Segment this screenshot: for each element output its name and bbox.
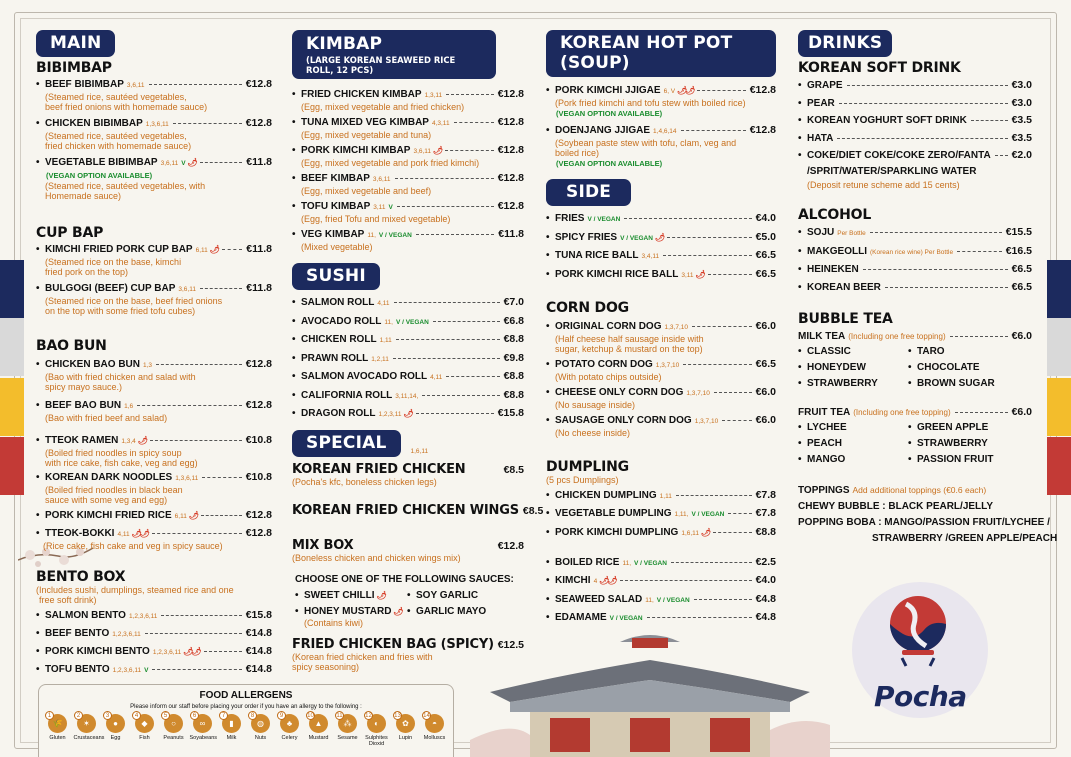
soybean-icon: ∞ 6 xyxy=(193,714,212,733)
allergen-sulphites: ◐ 12 Sulphites Dioxid xyxy=(365,713,388,747)
menu-item: • TTEOK-BOKKI 4,11 🌶🌶 €12.8 xyxy=(36,527,272,539)
vegan-note: (VEGAN OPTION AVAILABLE) xyxy=(556,109,663,118)
allergen-mustard: ▲ 10 Mustard xyxy=(307,713,329,741)
item-desc: boiled rice) xyxy=(555,148,600,158)
sauce-item: • SOY GARLIC xyxy=(407,590,479,601)
allergen-soyabeans: ∞ 6 Soyabeans xyxy=(189,713,218,741)
peanut-icon: ○ 5 xyxy=(164,714,183,733)
flavour-item: • PEACH xyxy=(798,437,843,449)
menu-item: • SOJU Per Bottle €15.5 xyxy=(798,226,1032,238)
menu-item: MIX BOX €12.8 xyxy=(292,538,524,553)
side-heading: SIDE xyxy=(546,179,631,206)
item-desc: sugar, ketchup & mustard on the top) xyxy=(555,343,703,354)
chilli-icon: 🌶🌶 xyxy=(599,576,616,585)
right-band-gold xyxy=(1047,378,1071,436)
drinks-column xyxy=(798,30,1058,545)
sauce-note: (Contains kiwi) xyxy=(304,618,364,628)
menu-item: • TOFU BENTO 1,2,3,6,11 V €14.8 xyxy=(36,663,272,675)
menu-item: • PEAR €3.0 xyxy=(798,96,1032,109)
menu-item: • BOILED RICE 11, V / VEGAN €2.5 xyxy=(546,555,776,568)
item-desc: (Boiled fried noodles in spicy soup xyxy=(45,448,182,458)
item-desc: (Soybean paste stew with tofu, clam, veg and xyxy=(555,138,737,148)
menu-item: • COKE/DIET COKE/COKE ZERO/FANTA €2.0 xyxy=(798,149,1032,161)
item-desc: fried pork on the top) xyxy=(45,267,129,277)
flavour-item: • MANGO xyxy=(798,453,846,465)
allergen-lupin: ✿ 13 Lupin xyxy=(393,714,419,747)
item-desc: (Mixed vegetable) xyxy=(301,242,373,252)
allergen-fish: ◆ 4 Fish xyxy=(132,714,158,747)
item-desc: (Half cheese half sausage inside with xyxy=(555,333,704,344)
item-desc: (No cheese inside) xyxy=(555,427,631,438)
toppings-line: POPPING BOBA : MANGO/PASSION FRUIT/LYCHEE / xyxy=(798,516,1050,528)
chilli-icon: 🌶 xyxy=(188,511,197,520)
menu-item: • TOFU KIMBAP 3,11 V €12.8 xyxy=(292,200,524,212)
dumpling-title: DUMPLING xyxy=(546,458,629,475)
flavour-item: • TARO xyxy=(908,345,945,357)
flavour-item: • STRAWBERRY xyxy=(798,377,878,389)
flavour-item: • LYCHEE xyxy=(798,421,847,433)
hotpot-heading: KOREAN HOT POT (SOUP) xyxy=(546,30,776,77)
menu-item: • PORK KIMCHI RICE BALL 3,11 🌶 €6.5 xyxy=(546,267,776,280)
right-band-navy xyxy=(1047,260,1071,318)
menu-item: • PORK KIMCHI JJIGAE 6, V 🌶🌶 €12.8 xyxy=(546,84,776,96)
item-desc: (Egg, mixed vegetable and tuna) xyxy=(301,130,432,140)
menu-item: • KIMCHI 4 🌶🌶 €4.0 xyxy=(546,574,776,586)
chilli-icon: 🌶🌶 xyxy=(677,86,694,95)
item-desc: sauce with some veg and egg) xyxy=(45,495,168,505)
bento-desc: free soft drink) xyxy=(39,595,97,605)
item-desc: spicy mayo sauce.) xyxy=(45,382,123,392)
menu-item: • CALIFORNIA ROLL 3,11,14, €8.8 xyxy=(292,388,524,401)
food-allergens-panel xyxy=(38,684,454,757)
menu-item: • VEGETABLE DUMPLING 1,11, V / VEGAN €7.8 xyxy=(546,507,776,519)
right-band-grey xyxy=(1047,318,1071,376)
shell-icon: ◓ 14 xyxy=(425,714,444,733)
cupbap-title: CUP BAP xyxy=(36,225,104,241)
menu-item: • CHICKEN BIBIMBAP 1,3,6,11 €12.8 xyxy=(36,117,272,129)
menu-item: • BEEF KIMBAP 3,6,11 €12.8 xyxy=(292,172,524,184)
special-allergens: 1,6,11 xyxy=(410,448,429,455)
menu-item: • PORK KIMCHI FRIED RICE 6,11 🌶 €12.8 xyxy=(36,509,272,521)
allergen-molluscs: ◓ 14 Molluscs xyxy=(423,713,446,741)
bubbletea-title: BUBBLE TEA xyxy=(798,310,893,327)
item-desc: spicy seasoning) xyxy=(292,662,360,672)
menu-item: • CHICKEN DUMPLING 1,11 €7.8 xyxy=(546,488,776,501)
left-band-red xyxy=(0,437,24,495)
flavour-item: • CHOCOLATE xyxy=(908,361,980,373)
item-desc: (Steamed rice on the base, kimchi xyxy=(45,257,182,267)
brand-name: Pocha xyxy=(874,680,967,713)
item-desc: beef fried onions with homemade sauce) xyxy=(45,102,208,112)
item-desc: on the top with some fried tofu cubes) xyxy=(45,306,196,316)
chilli-icon: 🌶🌶 xyxy=(183,647,200,656)
flavour-item: • STRAWBERRY xyxy=(908,437,988,449)
right-band-red xyxy=(1047,437,1071,495)
chilli-icon: 🌶🌶 xyxy=(131,529,148,538)
item-desc: (Steamed rice, sautéed vegetables, with xyxy=(45,181,206,191)
toppings-line: CHEWY BUBBLE : BLACK PEARL/JELLY xyxy=(798,500,994,512)
fruit-tea-row: FRUIT TEA (Including one free topping) €6.0 xyxy=(798,405,1032,418)
chilli-icon: 🌶 xyxy=(695,269,704,279)
menu-item: • CHICKEN ROLL 1,11 €8.8 xyxy=(292,333,524,345)
chilli-icon: 🌶 xyxy=(209,245,218,254)
sauce-item: • SWEET CHILLI 🌶 xyxy=(295,590,385,601)
menu-item: • BULGOGI (BEEF) CUP BAP 3,6,11 €11.8 xyxy=(36,282,272,294)
menu-item: • BEEF BENTO 1,2,3,6,11 €14.8 xyxy=(36,627,272,639)
menu-item: • BEEF BIBIMBAP 3,6,11 €12.8 xyxy=(36,78,272,90)
toppings-line: STRAWBERRY /GREEN APPLE/PEACH xyxy=(872,532,1058,544)
mustard-icon: ▲ 10 xyxy=(309,714,328,733)
hotpot-column xyxy=(546,30,776,625)
softdrink-title: KOREAN SOFT DRINK xyxy=(798,60,961,76)
menu-item: • KOREAN YOGHURT SOFT DRINK €3.5 xyxy=(798,114,1032,126)
main-column xyxy=(36,30,272,677)
deposit-note: (Deposit retune scheme add 15 cents) xyxy=(807,180,960,190)
lupin-icon: ✿ 13 xyxy=(396,714,415,733)
fish-icon: ◆ 4 xyxy=(135,714,154,733)
sushi-heading: SUSHI xyxy=(292,263,380,290)
allergen-peanuts: ○ 5 Peanuts xyxy=(161,714,187,747)
chilli-icon: 🌶 xyxy=(654,232,664,242)
item-desc: (Steamed rice, sautéed vegetables, xyxy=(45,131,187,141)
special-heading: SPECIAL xyxy=(292,430,401,457)
dumpling-subtitle: (5 pcs Dumplings) xyxy=(546,474,619,485)
menu-item: • HATA €3.5 xyxy=(798,131,1032,144)
chilli-icon: 🌶 xyxy=(700,527,710,537)
flavour-item: • PASSION FRUIT xyxy=(908,453,994,465)
wheat-icon: 🌾 1 xyxy=(48,714,67,733)
vegan-note: (VEGAN OPTION AVAILABLE) xyxy=(46,171,153,180)
left-band-gold xyxy=(0,378,24,436)
menu-item: • TUNA RICE BALL 3,4,11 €6.5 xyxy=(546,249,776,261)
chilli-icon: 🌶 xyxy=(376,591,385,600)
nut-icon: ◍ 8 xyxy=(251,714,270,733)
kimbap-heading xyxy=(292,30,496,79)
menu-item: • VEG KIMBAP 11, V / VEGAN €11.8 xyxy=(292,228,524,240)
milk-tea-row: MILK TEA (Including one free topping) €6.0 xyxy=(798,329,1032,342)
menu-item: • KOREAN DARK NOODLES 1,3,6,11 €10.8 xyxy=(36,471,272,483)
item-desc: (Egg, mixed vegetable and fried chicken) xyxy=(301,102,465,112)
menu-item: • AVOCADO ROLL 11, V / VEGAN €6.8 xyxy=(292,314,524,327)
allergens-subtitle: Please inform our staff before placing your order if you have an allergy to the following : xyxy=(130,704,362,710)
item-desc: (Korean fried chicken and fries with xyxy=(292,652,433,662)
sauce-item: • GARLIC MAYO xyxy=(407,606,487,617)
menu-item: • GRAPE €3.0 xyxy=(798,79,1032,91)
menu-item: • TUNA MIXED VEG KIMBAP 4,3,11 €12.8 xyxy=(292,116,524,128)
softdrink-line2: /SPRIT/WATER/SPARKLING WATER xyxy=(807,166,977,177)
bibimbap-title: BIBIMBAP xyxy=(36,60,112,76)
menu-item: • DRAGON ROLL 1,2,3,11 🌶 €15.8 xyxy=(292,407,524,419)
bento-desc: (Includes sushi, dumplings, steamed rice and one xyxy=(36,585,234,595)
menu-item: • SALMON ROLL 4,11 €7.0 xyxy=(292,296,524,308)
menu-item: • KIMCHI FRIED PORK CUP BAP 6,11 🌶 €11.8 xyxy=(36,243,272,255)
chilli-icon: 🌶 xyxy=(433,146,442,155)
sesame-icon: ⁂ 11 xyxy=(338,714,357,733)
item-desc: (Egg, fried Tofu and mixed vegetable) xyxy=(301,214,451,224)
sauce-title: CHOOSE ONE OF THE FOLLOWING SAUCES: xyxy=(295,574,514,585)
drinks-heading: DRINKS xyxy=(798,30,892,57)
left-band-navy xyxy=(0,260,24,318)
allergen-nuts: ◍ 8 Nuts xyxy=(248,714,274,747)
item-desc: (Pocha's kfc, boneless chicken legs) xyxy=(292,477,437,487)
menu-item: • CHEESE ONLY CORN DOG 1,3,7,10 €6.0 xyxy=(546,385,776,398)
celery-icon: ♣ 9 xyxy=(280,714,299,733)
menu-item: • FRIED CHICKEN KIMBAP 1,3,11 €12.8 xyxy=(292,88,524,100)
allergen-gluten: 🌾 1 Gluten xyxy=(45,714,71,747)
chilli-icon: 🌶 xyxy=(137,436,146,445)
menu-item: • PORK KIMCHI BENTO 1,2,3,6,11 🌶🌶 €14.8 xyxy=(36,645,272,657)
item-desc: (Steamed rice, sautéed vegetables, xyxy=(45,92,187,102)
temple-illustration xyxy=(470,620,830,757)
main-heading: MAIN xyxy=(36,30,115,57)
crab-icon: ✶ 2 xyxy=(77,714,96,733)
item-desc: (Boneless chicken and chicken wings mix) xyxy=(292,553,461,563)
alcohol-title: ALCOHOL xyxy=(798,207,872,223)
chilli-icon: 🌶 xyxy=(187,158,196,167)
allergens-title: FOOD ALLERGENS xyxy=(199,690,293,701)
item-desc: (Egg, mixed vegetable and beef) xyxy=(301,186,432,196)
menu-item: FRIED CHICKEN BAG (SPICY) €12.5 xyxy=(292,637,524,652)
flavour-item: • BROWN SUGAR xyxy=(908,377,995,389)
item-desc: (Bao with fried beef and salad) xyxy=(45,413,168,423)
menu-item: • VEGETABLE BIBIMBAP 3,6,11 V 🌶 €11.8 xyxy=(36,156,272,168)
item-desc: (Pork fried kimchi and tofu stew with boiled rice) xyxy=(555,98,746,108)
menu-item: • BEEF BAO BUN 1,6 €12.8 xyxy=(36,399,272,411)
vegan-note: (VEGAN OPTION AVAILABLE) xyxy=(556,159,663,168)
bento-title: BENTO BOX xyxy=(36,569,126,585)
milk-icon: ▮ 7 xyxy=(222,714,241,733)
menu-item: • MAKGEOLLI (Korean rice wine) Per Bottle €16.5 xyxy=(798,244,1032,257)
menu-item: • PRAWN ROLL 1,2,11 €9.8 xyxy=(292,351,524,364)
kimbap-subheading: (LARGE KOREAN SEAWEED RICE ROLL, 12 PCS) xyxy=(306,55,456,75)
item-desc: (Boiled fried noodles in black bean xyxy=(45,485,183,495)
menu-item: • FRIES V / VEGAN €4.0 xyxy=(546,212,776,224)
menu-item: • SEAWEED SALAD 11, V / VEGAN €4.8 xyxy=(546,592,776,605)
menu-item: • ORIGINAL CORN DOG 1,3,7,10 €6.0 xyxy=(546,319,776,332)
menu-item: KOREAN FRIED CHICKEN €8.5 xyxy=(292,462,524,477)
item-desc: Homemade sauce) xyxy=(45,191,122,201)
baobun-title: BAO BUN xyxy=(36,338,107,354)
allergen-celery: ♣ 9 Celery xyxy=(277,714,303,747)
menu-item: • SALMON BENTO 1,2,3,6,11 €15.8 xyxy=(36,609,272,621)
kimbap-column xyxy=(292,30,544,672)
menu-item: • PORK KIMCHI KIMBAP 3,6,11 🌶 €12.8 xyxy=(292,144,524,156)
allergen-sesame: ⁂ 11 Sesame xyxy=(336,713,358,741)
corndog-title: CORN DOG xyxy=(546,299,629,316)
flavour-item: • CLASSIC xyxy=(798,345,851,357)
item-desc: (Steamed rice on the base, beef fried onions xyxy=(45,296,223,306)
item-desc: (Rice cake, fish cake and veg in spicy sauce) xyxy=(43,541,223,551)
chilli-icon: 🌶 xyxy=(393,607,402,616)
allergen-icons xyxy=(39,714,453,747)
chilli-icon: 🌶 xyxy=(403,409,412,418)
item-desc: (With potato chips outside) xyxy=(555,371,662,382)
egg-icon: ● 3 xyxy=(106,714,125,733)
brand-logo xyxy=(840,580,1000,720)
menu-item: • CHICKEN BAO BUN 1,3 €12.8 xyxy=(36,358,272,370)
kimbap-heading-text: KIMBAP xyxy=(306,34,383,54)
sulphites-icon: ◐ 12 xyxy=(367,714,386,733)
sauce-item: • HONEY MUSTARD 🌶 xyxy=(295,606,402,617)
allergen-egg: ● 3 Egg xyxy=(103,714,129,747)
allergen-crustaceans: ✶ 2 Crustaceans xyxy=(73,713,105,741)
menu-item: • PORK KIMCHI DUMPLING 1,6,11 🌶 €8.8 xyxy=(546,525,776,538)
menu-item: • DOENJANG JJIGAE 1,4,6,14 €12.8 xyxy=(546,124,776,136)
flavour-item: • GREEN APPLE xyxy=(908,421,989,433)
item-desc: (No sausage inside) xyxy=(555,399,636,410)
menu-item: • HEINEKEN €6.5 xyxy=(798,263,1032,275)
menu-item: • EDAMAME V / VEGAN €4.8 xyxy=(546,611,776,623)
item-desc: fried chicken with homemade sauce) xyxy=(45,141,192,151)
item-desc: (Egg, mixed vegetable and pork fried kimchi) xyxy=(301,158,480,168)
menu-item: • SAUSAGE ONLY CORN DOG 1,3,7,10 €6.0 xyxy=(546,413,776,426)
left-band-grey xyxy=(0,318,24,376)
menu-item: • TTEOK RAMEN 1,3,4 🌶 €10.8 xyxy=(36,434,272,446)
menu-item: • SPICY FRIES V / VEGAN 🌶 €5.0 xyxy=(546,230,776,243)
allergen-milk: ▮ 7 Milk xyxy=(219,714,245,747)
menu-item: • POTATO CORN DOG 1,3,7,10 €6.5 xyxy=(546,357,776,370)
item-desc: (Bao with fried chicken and salad with xyxy=(45,372,196,382)
item-desc: with rice cake, fish cake, veg and egg) xyxy=(45,458,198,468)
toppings-row: TOPPINGS Add additional toppings (€0.6 each) xyxy=(798,484,987,496)
flavour-item: • HONEYDEW xyxy=(798,361,866,373)
menu-item: • KOREAN BEER €6.5 xyxy=(798,280,1032,293)
menu-item: KOREAN FRIED CHICKEN WINGS €8.5 xyxy=(292,503,544,518)
menu-item: • SALMON AVOCADO ROLL 4,11 €8.8 xyxy=(292,370,524,382)
